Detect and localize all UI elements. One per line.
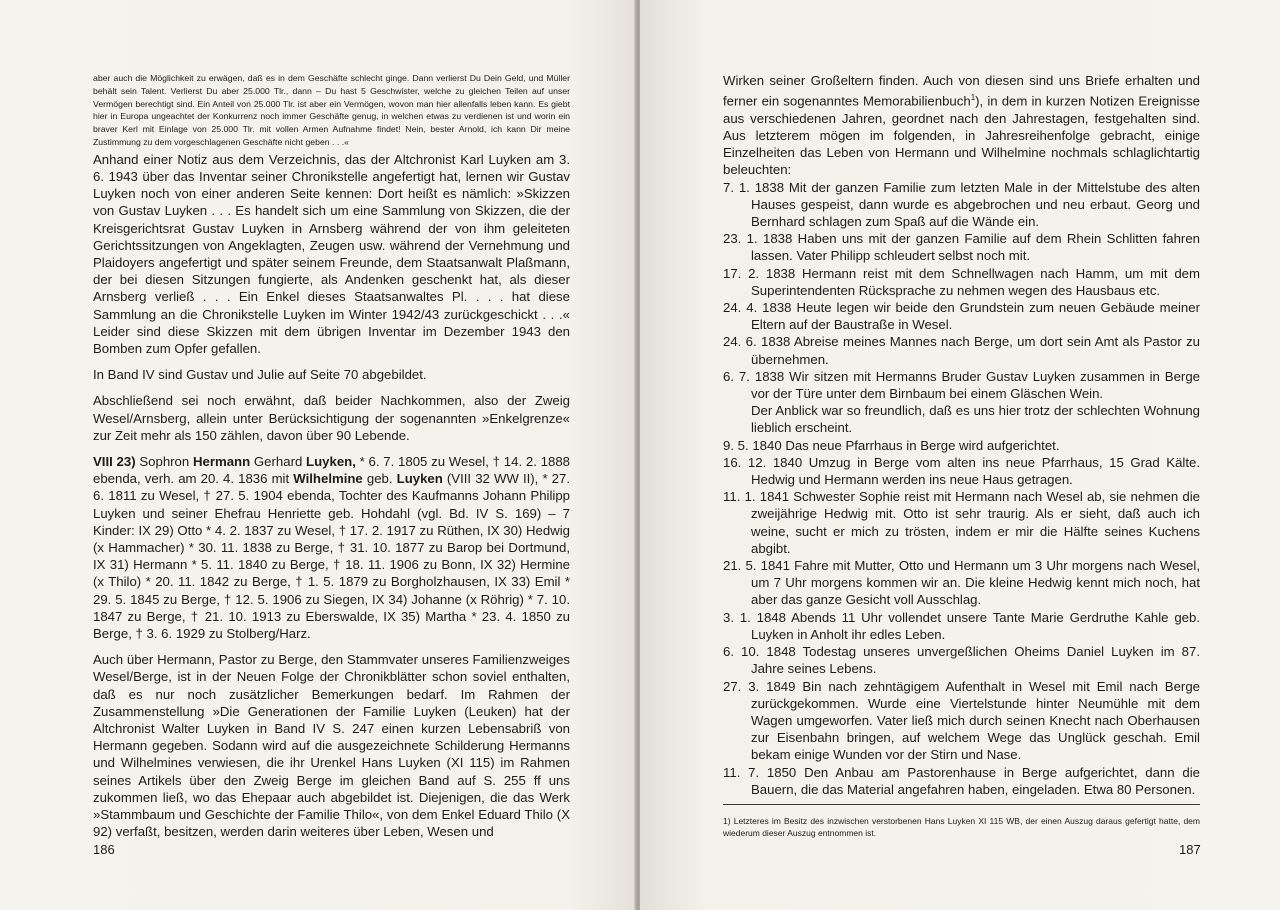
memorabilia-entry (723, 643, 1200, 677)
letter-quote: aber auch die Möglichkeit zu erwägen, daß es in dem Geschäfte schlecht ginge. Dann verlierst Du Dein Geld, und Müller behält sein Talent. Verlierst Du aber 25.000 Tlr., dann – Du hast 5 Geschwister, welche zu gleichen Teilen auf unser Vermögen berechtigt sind. Ein Anteil von 25.000 Tlr. ist aber ein Vermögen, wovon man hier allenfalls leben kann. Es giebt hier in Europa ungeachtet der Konkurrenz noch immer Geschäfte genug, in welchen etwas zu verdienen ist und worin ein braver Kerl mit Einlage von 25.000 Tlr. mit vollen Armen Aufnahme findet! Nein, bester Arnold, ich kann Dir meine Zustimmung zu dem vorgeschlagenen Geschäfte nicht geben . . .« (93, 73, 570, 147)
entry-text: 11. 1. 1841 Schwester Sophie reist mit Hermann nach Wesel ab, sie nehmen die zweijährige Hedwig mit. Otto ist sehr traurig. Als er sieht, daß auch ich weine, sucht er mich zu trösten, indem er mir die Hälfte seines Kuchens abgibt. (723, 489, 1200, 556)
intro-text-a: Wirken seiner Großeltern finden. Auch von diesen sind uns Briefe erhalten und ferner ein sogenanntes Memorabilienbuch (723, 73, 1200, 109)
memorabilia-entry (723, 368, 1200, 437)
right-page (640, 0, 1280, 910)
entry-text-4: geb. (362, 471, 397, 487)
entry-text: 9. 5. 1840 Das neue Pfarrhaus in Berge wird aufgerichtet. (723, 437, 1060, 453)
footnote-ref: 1 (970, 93, 976, 103)
footnote: 1) Letzteres im Besitz des inzwischen verstorbenen Hans Luyken XI 115 WB, der einen Auszug daraus gefertigt hatte, dem wiederum dieser Auszug entnommen ist. (723, 815, 1200, 838)
memorabilia-entry (723, 179, 1200, 231)
paragraph-auch: Auch über Hermann, Pastor zu Berge, den Stammvater unseres Familienzweiges Wesel/Berge, ist in der Neuen Folge der Chronikblätter schon soviel enthalten, daß es nur noch zusätzlicher Bemerkungen bedarf. Im Rahmen der Zusammenstellung »Die Generationen der Familie Luyken (Leuken) hat der Altchronist Walter Luyken in Band IV S. 247 einen kurzen Lebensabriß von Hermann gegeben. Sodann wird auf die ausgezeichnete Schilderung Hermanns und Wilhelmines verwiesen, die ihr Urenkel Hans Luyken (XI 115) im Rahmen seines Artikels über den Zweig Berge im gleichen Band auf S. 255 ff uns zukommen ließ, wo das Ehepaar auch abgebildet ist. Diejenigen, die das Werk »Stammbaum und Geschichte der Familie Thilo«, von dem Enkel Eduard Thilo (X 92) verfaßt, besitzen, werden darin weiteres über Leben, Wesen und (93, 652, 570, 840)
entry-text: 16. 12. 1840 Umzug in Berge vom alten ins neue Pfarrhaus, 15 Grad Kälte. Hedwig und Hermann werden ins neue Haus getragen. (723, 454, 1200, 488)
footnote-rule (723, 804, 1200, 805)
entry-text-3: * 6. 7. 1805 zu Wesel, † 14. 2. 1888 ebenda, verh. am 20. 4. 1836 mit (93, 454, 570, 487)
name-hermann: Hermann (192, 454, 251, 470)
memorabilia-entry (723, 609, 1200, 643)
right-text-column (723, 72, 1200, 839)
entry-text: 24. 4. 1838 Heute legen wir beide den Grundstein zum neuen Gebäude meiner Eltern auf der Baustraße in Wesel. (723, 300, 1200, 333)
name-wilhelmine: Wilhelmine (293, 471, 363, 487)
memorabilia-entry (723, 488, 1200, 557)
page-number-left: 186 (93, 842, 115, 857)
memorabilia-entry (723, 299, 1200, 333)
entry-text: 6. 10. 1848 Todestag unseres unvergeßlichen Oheims Daniel Luyken im 87. Jahre seines Lebens. (723, 644, 1200, 677)
page-number-right: 187 (1179, 842, 1201, 857)
memorabilia-entry (723, 230, 1200, 264)
entry-text: 7. 1. 1838 Mit der ganzen Familie zum letzten Male in der Mittelstube des alten Hauses gespeist, dann wurde es abgebrochen und neu erbaut. Georg und Bernhard schlagen zum Spaß auf die Wände ein. (723, 179, 1200, 230)
memorabilia-entry (723, 437, 1200, 454)
memorabilia-entry (723, 333, 1200, 367)
memorabilia-entry (723, 454, 1200, 488)
entry-text: 11. 7. 1850 Den Anbau am Pastorenhause in Berge aufgerichtet, dann die Bauern, die das Material angefahren haben, eingeladen. Etwa 80 Personen. (723, 764, 1200, 797)
entry-label: VIII 23) (93, 454, 136, 470)
entry-text-1: Sophron (135, 454, 193, 470)
entry-text: 24. 6. 1838 Abreise meines Mannes nach Berge, um dort sein Amt als Pastor zu übernehmen. (723, 334, 1200, 367)
memorabilia-list (723, 179, 1200, 798)
memorabilia-entry (723, 557, 1200, 609)
name-luyken: Luyken, (306, 454, 356, 470)
entry-text-2: Gerhard (250, 454, 307, 470)
entry-text: 3. 1. 1848 Abends 11 Uhr vollendet unsere Tante Marie Gerdruthe Kahle geb. Luyken in Anholt ihr edles Leben. (723, 609, 1200, 642)
entry-text: 21. 5. 1841 Fahre mit Mutter, Otto und Hermann um 3 Uhr morgens nach Wesel, um 7 Uhr morgens kommen wir an. Die kleine Hedwig kennt mich noch, hat aber das ganze Gesicht voll Ausschlag. (723, 558, 1200, 608)
paragraph-abschliessend: Abschließend sei noch erwähnt, daß beider Nachkommen, also der Zweig Wesel/Arnsberg, allein unter Berücksichtigung der sogenannten »Enkelgrenze« zur Zeit mehr als 150 zählen, davon über 90 Lebende. (93, 393, 570, 443)
memorabilia-entry (723, 265, 1200, 299)
name-luyken-2: Luyken (396, 471, 443, 487)
left-page (0, 0, 636, 910)
intro-paragraph (723, 72, 1200, 179)
entry-text: 27. 3. 1849 Bin nach zehntägigem Aufenthalt in Wesel mit Emil nach Berge zurückgekommen. Wurde eine Viertelstunde hinter Neumühle mit dem Wagen umgeworfen. Vater ließ mich durch seinen Knecht nach Oberhausen zur Eisenbahn bringen, auf welchem Wege das Unglück geschah. Emil bekam einige Wunden vor der Stirn und Nase. (723, 678, 1200, 763)
entry-text: 17. 2. 1838 Hermann reist mit dem Schnellwagen nach Hamm, um mit dem Superintendenten Rücksprache zu nehmen wegen des Hausbaus etc. (723, 265, 1200, 298)
entry-text-5: (VIII 32 WW II), * 27. 6. 1811 zu Wesel, † 27. 5. 1904 ebenda, Tochter des Kaufmanns Johann Philipp Luyken und seiner Ehefrau Henriette geb. Hohdahl (vgl. Bd. IV S. 169) – 7 Kinder: IX 29) Otto * 4. 2. 1837 zu Wesel, † 17. 2. 1917 zu Rüthen, IX 30) Hedwig (x Hammacher) * 30. 11. 1838 zu Berge, † 31. 10. 1877 zu Barop bei Dortmund, IX 31) Hermann * 5. 11. 1840 zu Berge, † 18. 11. 1906 zu Bonn, IX 32) Hermine (x Thilo) * 20. 11. 1842 zu Berge, † 1. 5. 1879 zu Borgholzhausen, IX 33) Emil * 29. 5. 1845 zu Berge, † 12. 5. 1906 zu Siegen, IX 34) Johanne (x Röhrig) * 7. 10. 1847 zu Berge, † 21. 10. 1913 zu Eberswalde, IX 35) Martha * 23. 4. 1850 zu Berge, † 3. 6. 1929 zu Stolberg/Harz. (93, 471, 571, 642)
left-text-column (93, 72, 570, 841)
memorabilia-entry (723, 764, 1200, 798)
paragraph-band: In Band IV sind Gustav und Julie auf Seite 70 abgebildet. (93, 367, 427, 383)
entry-text: 6. 7. 1838 Wir sitzen mit Hermanns Bruder Gustav Luyken zusammen in Berge vor der Türe unter dem Birnbaum bei einem Gläschen Wein. (723, 368, 1200, 402)
intro-text-b: ), in dem in kurzen Notizen Ereignisse aus verschiedenen Jahren, geordnet nach den Jahrestagen, festgehalten sind. Aus letzterem mögen im folgenden, in Jahresreihenfolge gebracht, einige Einzelheiten das Leben von Hermann und Wilhelmine nochmals schlaglichtartig beleuchten: (723, 93, 1200, 178)
paragraph-notiz: Anhand einer Notiz aus dem Verzeichnis, das der Altchronist Karl Luyken am 3. 6. 1943 über das Inventar seiner Chronikstelle angefertigt hat, lernen wir Gustav Luyken noch von einer anderen Seite kennen: Dort heißt es nämlich: »Skizzen von Gustav Luyken . . . Es handelt sich um eine Sammlung von Skizzen, die der Kreisgerichtsrat Gustav Luyken in Arnsberg während der von ihm geleiteten Gerichtssitzungen von Angeklagten, Zeugen usw. während der Vernehmung und Plaidoyers angefertigt und später seinem Freunde, dem Staatsanwalt Plaßmann, der bei diesen Sitzungen fungierte, als Andenken geschenkt hat, als dieser Arnsberg verließ . . . Ein Enkel dieses Staatsanwaltes Pl. . . . hat diese Sammlung an die Chronikstelle Luyken im Winter 1942/43 zurückgeschickt . . .« Leider sind diese Skizzen mit dem übrigen Inventar im Dezember 1943 den Bomben zum Opfer gefallen. (93, 151, 570, 357)
entry-extra-text: Der Anblick war so freundlich, daß es uns hier trotz der schlechten Wohnung lieblich erscheint. (751, 403, 1200, 436)
memorabilia-entry (723, 678, 1200, 764)
genealogy-entry-viii-23 (93, 453, 570, 642)
entry-text: 23. 1. 1838 Haben uns mit der ganzen Familie auf dem Rhein Schlitten fahren lassen. Vater Philipp schleudert selbst noch mit. (723, 231, 1200, 264)
